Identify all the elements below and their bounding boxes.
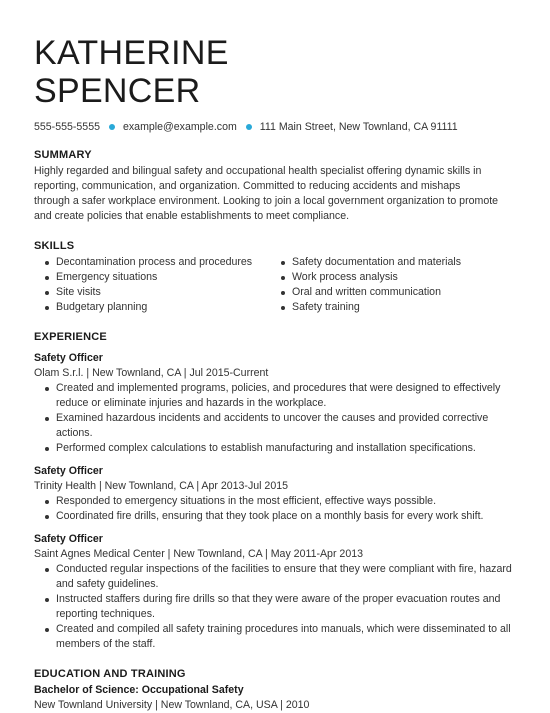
job-title: Safety Officer xyxy=(34,533,103,545)
degree: Bachelor of Science: Occupational Safety xyxy=(34,684,244,696)
job-bullet: Instructed staffers during fire drills so that they were aware of the proper evacuation routes and reporting techniques. xyxy=(44,592,516,622)
job-bullets xyxy=(34,562,516,652)
summary-section xyxy=(34,149,516,224)
job-bullet: Coordinated fire drills, ensuring that they took place on a monthly basis for every work shift. xyxy=(44,509,516,524)
section-title: SKILLS xyxy=(34,240,75,252)
job-bullet: Performed complex calculations to establish manufacturing and installation specifications. xyxy=(44,441,516,456)
summary-line: reporting, communication, and organization. Committed to reducing accidents and mishaps xyxy=(34,180,461,192)
section-title: EDUCATION AND TRAINING xyxy=(34,668,186,680)
skill-item: Site visits xyxy=(44,285,280,300)
job-entry xyxy=(34,351,516,456)
job-bullet: Created and implemented programs, policies, and procedures that were designed to effectively reduce or eliminate injuries and hazards in the workplace. xyxy=(44,381,516,411)
section-title: SUMMARY xyxy=(34,149,92,161)
address: 111 Main Street, New Townland, CA 91111 xyxy=(259,121,458,133)
experience-section xyxy=(34,331,516,652)
school: New Townland University | New Townland, CA, USA | 2010 xyxy=(34,699,310,711)
skill-item: Budgetary planning xyxy=(44,300,280,315)
skill-item: Safety training xyxy=(280,300,516,315)
section-title: EXPERIENCE xyxy=(34,331,107,343)
skills-column xyxy=(280,255,516,315)
education-section xyxy=(34,668,516,713)
job-meta: Saint Agnes Medical Center | New Townland, CA | May 2011-Apr 2013 xyxy=(34,548,363,560)
summary-text xyxy=(34,164,516,224)
last-name: SPENCER xyxy=(34,72,201,110)
skills-section xyxy=(34,240,516,315)
job-title: Safety Officer xyxy=(34,352,103,364)
skills-column xyxy=(34,255,280,315)
job-bullets xyxy=(34,381,516,456)
resume-header xyxy=(34,34,516,133)
bullet-dot-icon xyxy=(109,124,115,130)
skill-item: Oral and written communication xyxy=(280,285,516,300)
job-entry xyxy=(34,532,516,652)
job-bullet: Conducted regular inspections of the facilities to ensure that they were compliant with fire, hazard and safety guidelines. xyxy=(44,562,516,592)
skill-item: Safety documentation and materials xyxy=(280,255,516,270)
summary-line: Highly regarded and bilingual safety and occupational health specialist offering dynamic skills in xyxy=(34,165,482,177)
phone: 555-555-5555 xyxy=(34,121,100,133)
job-bullet: Created and compiled all safety training procedures into manuals, which were disseminated to all members of the staff. xyxy=(44,622,516,652)
job-bullets xyxy=(34,494,516,524)
summary-line: through a safer workplace environment. Looking to join a local government organization to promote xyxy=(34,195,499,207)
job-bullet: Examined hazardous incidents and accidents to uncover the causes and provided corrective actions. xyxy=(44,411,516,441)
job-title: Safety Officer xyxy=(34,465,103,477)
bullet-dot-icon xyxy=(246,124,252,130)
skills-list xyxy=(34,255,516,315)
summary-line: and create policies that enable establishments to meet compliance. xyxy=(34,210,350,222)
job-meta: Trinity Health | New Townland, CA | Apr 2013-Jul 2015 xyxy=(34,480,288,492)
skill-item: Decontamination process and procedures xyxy=(44,255,280,270)
job-entry xyxy=(34,464,516,524)
first-name: KATHERINE xyxy=(34,34,229,72)
email: example@example.com xyxy=(122,121,237,133)
skill-item: Work process analysis xyxy=(280,270,516,285)
job-bullet: Responded to emergency situations in the most efficient, effective ways possible. xyxy=(44,494,516,509)
skill-item: Emergency situations xyxy=(44,270,280,285)
job-meta: Olam S.r.l. | New Townland, CA | Jul 2015-Current xyxy=(34,367,269,379)
contact-line xyxy=(34,121,516,133)
